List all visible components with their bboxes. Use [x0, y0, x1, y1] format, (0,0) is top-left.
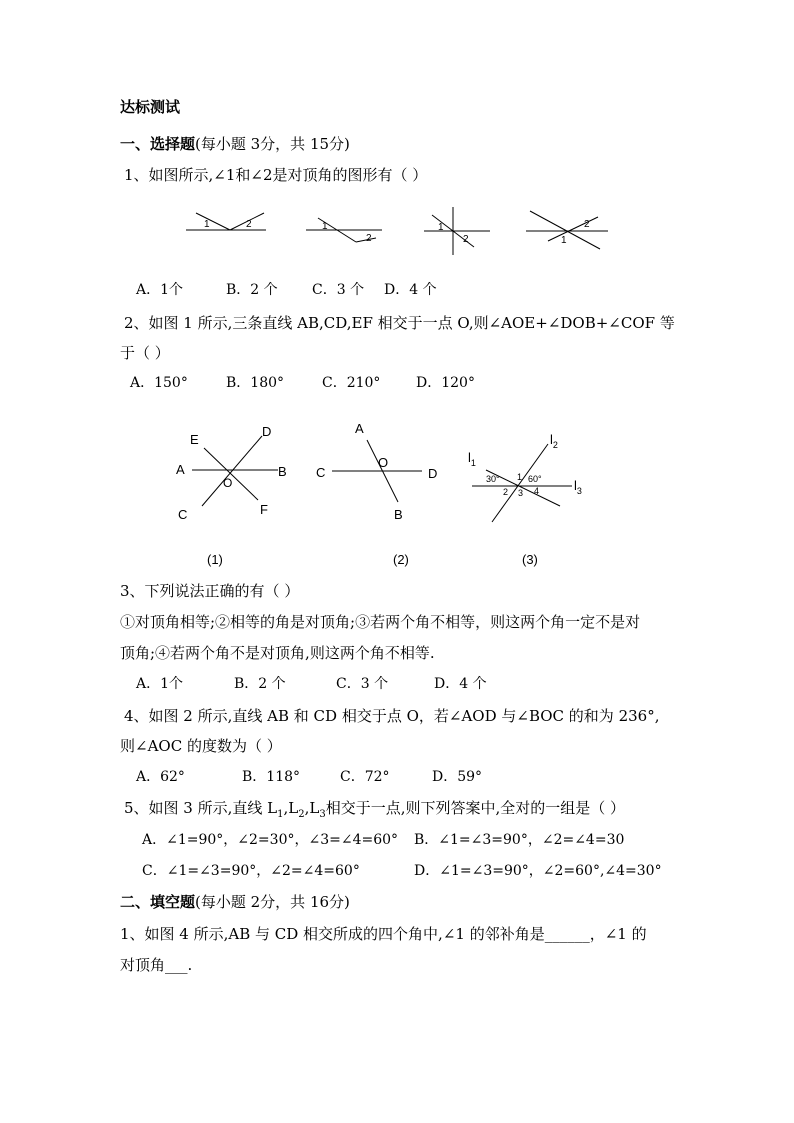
- fig1-label-a: A: [176, 462, 185, 477]
- fig3-angle-1: 1: [517, 472, 523, 482]
- q3-option-d: D．4 个: [434, 676, 487, 692]
- q4-stem-line1: 4、如图 2 所示,直线 AB 和 CD 相交于点 O，若∠AOD 与∠BOC 的和为 236°,: [124, 707, 660, 725]
- q1-figure-d: [526, 211, 608, 249]
- q1-figure-c: [424, 207, 490, 255]
- fig1-label-f: F: [260, 502, 268, 517]
- angle-label-2: 2: [366, 233, 372, 244]
- figures-row: [160, 410, 620, 575]
- part1-title: 一、选择题: [120, 135, 196, 153]
- fig3-angle-3: 3: [518, 488, 524, 498]
- fig3-label-l3: $l_3$: [574, 478, 582, 496]
- q2-option-d: D．120°: [416, 375, 475, 391]
- fig3-angle-30: 30°: [486, 474, 500, 484]
- fig1-label-o: O: [223, 476, 233, 490]
- q3-stem: 3、下列说法正确的有（ ）: [120, 582, 300, 600]
- fig2-label-c: C: [316, 465, 326, 480]
- q4-option-a: A．62°: [136, 769, 185, 785]
- fig2-label-d: D: [428, 466, 438, 481]
- q1-option-b: B．2 个: [226, 282, 278, 298]
- q5-stem: 5、如图 3 所示,直线 $L_1,L_2,L_3$相交于一点,则下列答案中,全对的一组是（ ）: [124, 799, 626, 820]
- fig2-label-b: B: [394, 507, 403, 522]
- angle-label-1: 1: [204, 219, 210, 230]
- part1-heading: [120, 134, 350, 154]
- q5-option-c: C．∠1=∠3=90°，∠2=∠4=60°: [142, 863, 360, 879]
- q4-option-c: C．72°: [340, 769, 390, 785]
- angle-label-1: 1: [438, 222, 444, 233]
- q1-figure-b: [306, 218, 382, 244]
- angle-label-2: 2: [584, 219, 590, 230]
- figure-2: [316, 421, 437, 567]
- q5-option-a: A．∠1=90°，∠2=30°，∠3=∠4=60°: [142, 832, 399, 848]
- q3-body-line1: ①对顶角相等;②相等的角是对顶角;③若两个角不相等，则这两个角一定不是对: [120, 613, 641, 631]
- q4-stem-line2: 则∠AOC 的度数为（ ）: [120, 737, 282, 755]
- fig1-label-d: D: [262, 424, 272, 439]
- section-title: 达标测试: [120, 98, 181, 116]
- fig3-angle-60: 60°: [528, 474, 542, 484]
- angle-label-1: 1: [561, 235, 567, 246]
- fig2-caption: (2): [393, 552, 409, 567]
- q1-option-c: C．3 个: [312, 282, 365, 298]
- fig3-label-l1: $l_1$: [468, 450, 476, 468]
- fig3-caption: (3): [522, 552, 538, 567]
- angle-label-1: 1: [322, 221, 328, 232]
- q4-option-b: B．118°: [242, 769, 301, 785]
- q3-option-a: A．1个: [136, 676, 184, 692]
- fig1-label-c: C: [178, 507, 188, 522]
- part1-note: (每小题 3分，共 15分): [195, 135, 350, 153]
- part2-heading: [120, 892, 350, 912]
- figure-3: [468, 432, 582, 567]
- q2-stem-line2: 于（ ）: [120, 344, 170, 362]
- fig3-angle-4: 4: [534, 486, 540, 496]
- angle-label-2: 2: [463, 234, 469, 245]
- q3-option-c: C．3 个: [336, 676, 389, 692]
- q5-option-b: B．∠1=∠3=90°，∠2=∠4=30: [414, 832, 625, 848]
- part2-note: (每小题 2分，共 16分): [195, 893, 350, 911]
- q2-option-b: B．180°: [226, 375, 285, 391]
- fig1-label-b: B: [278, 464, 287, 479]
- fig3-angle-2: 2: [503, 487, 509, 497]
- q4-option-d: D．59°: [432, 769, 483, 785]
- q2-stem-line1: 2、如图 1 所示,三条直线 AB,CD,EF 相交于一点 O,则∠AOE+∠DOB+∠COF 等: [124, 314, 675, 332]
- fig2-label-a: A: [355, 421, 364, 436]
- q1-stem: 1、如图所示,∠1和∠2是对顶角的图形有（ ）: [124, 166, 428, 184]
- q1-figure-a: [186, 213, 266, 230]
- fig2-label-o: O: [378, 455, 389, 470]
- q3-option-b: B．2 个: [234, 676, 286, 692]
- fig1-caption: (1): [207, 552, 223, 567]
- fig1-label-e: E: [190, 432, 199, 447]
- f1-line1: 1、如图 4 所示,AB 与 CD 相交所成的四个角中,∠1 的邻补角是______，∠1 的: [120, 925, 647, 943]
- figure-1: [176, 424, 287, 567]
- part2-title: 二、填空题: [120, 893, 196, 911]
- q2-option-c: C．210°: [322, 375, 381, 391]
- f1-line2: 对顶角___.: [120, 956, 193, 974]
- q2-option-a: A．150°: [130, 375, 188, 391]
- q5-option-d: D．∠1=∠3=90°，∠2=60°,∠4=30°: [414, 863, 662, 879]
- q1-option-d: D．4 个: [384, 282, 437, 298]
- angle-label-2: 2: [246, 219, 252, 230]
- q1-figures: [180, 205, 620, 255]
- q1-option-a: A．1个: [136, 282, 184, 298]
- q3-body-line2: 顶角;④若两个角不是对顶角,则这两个角不相等.: [120, 644, 435, 662]
- fig3-label-l2: $l_2$: [550, 432, 558, 450]
